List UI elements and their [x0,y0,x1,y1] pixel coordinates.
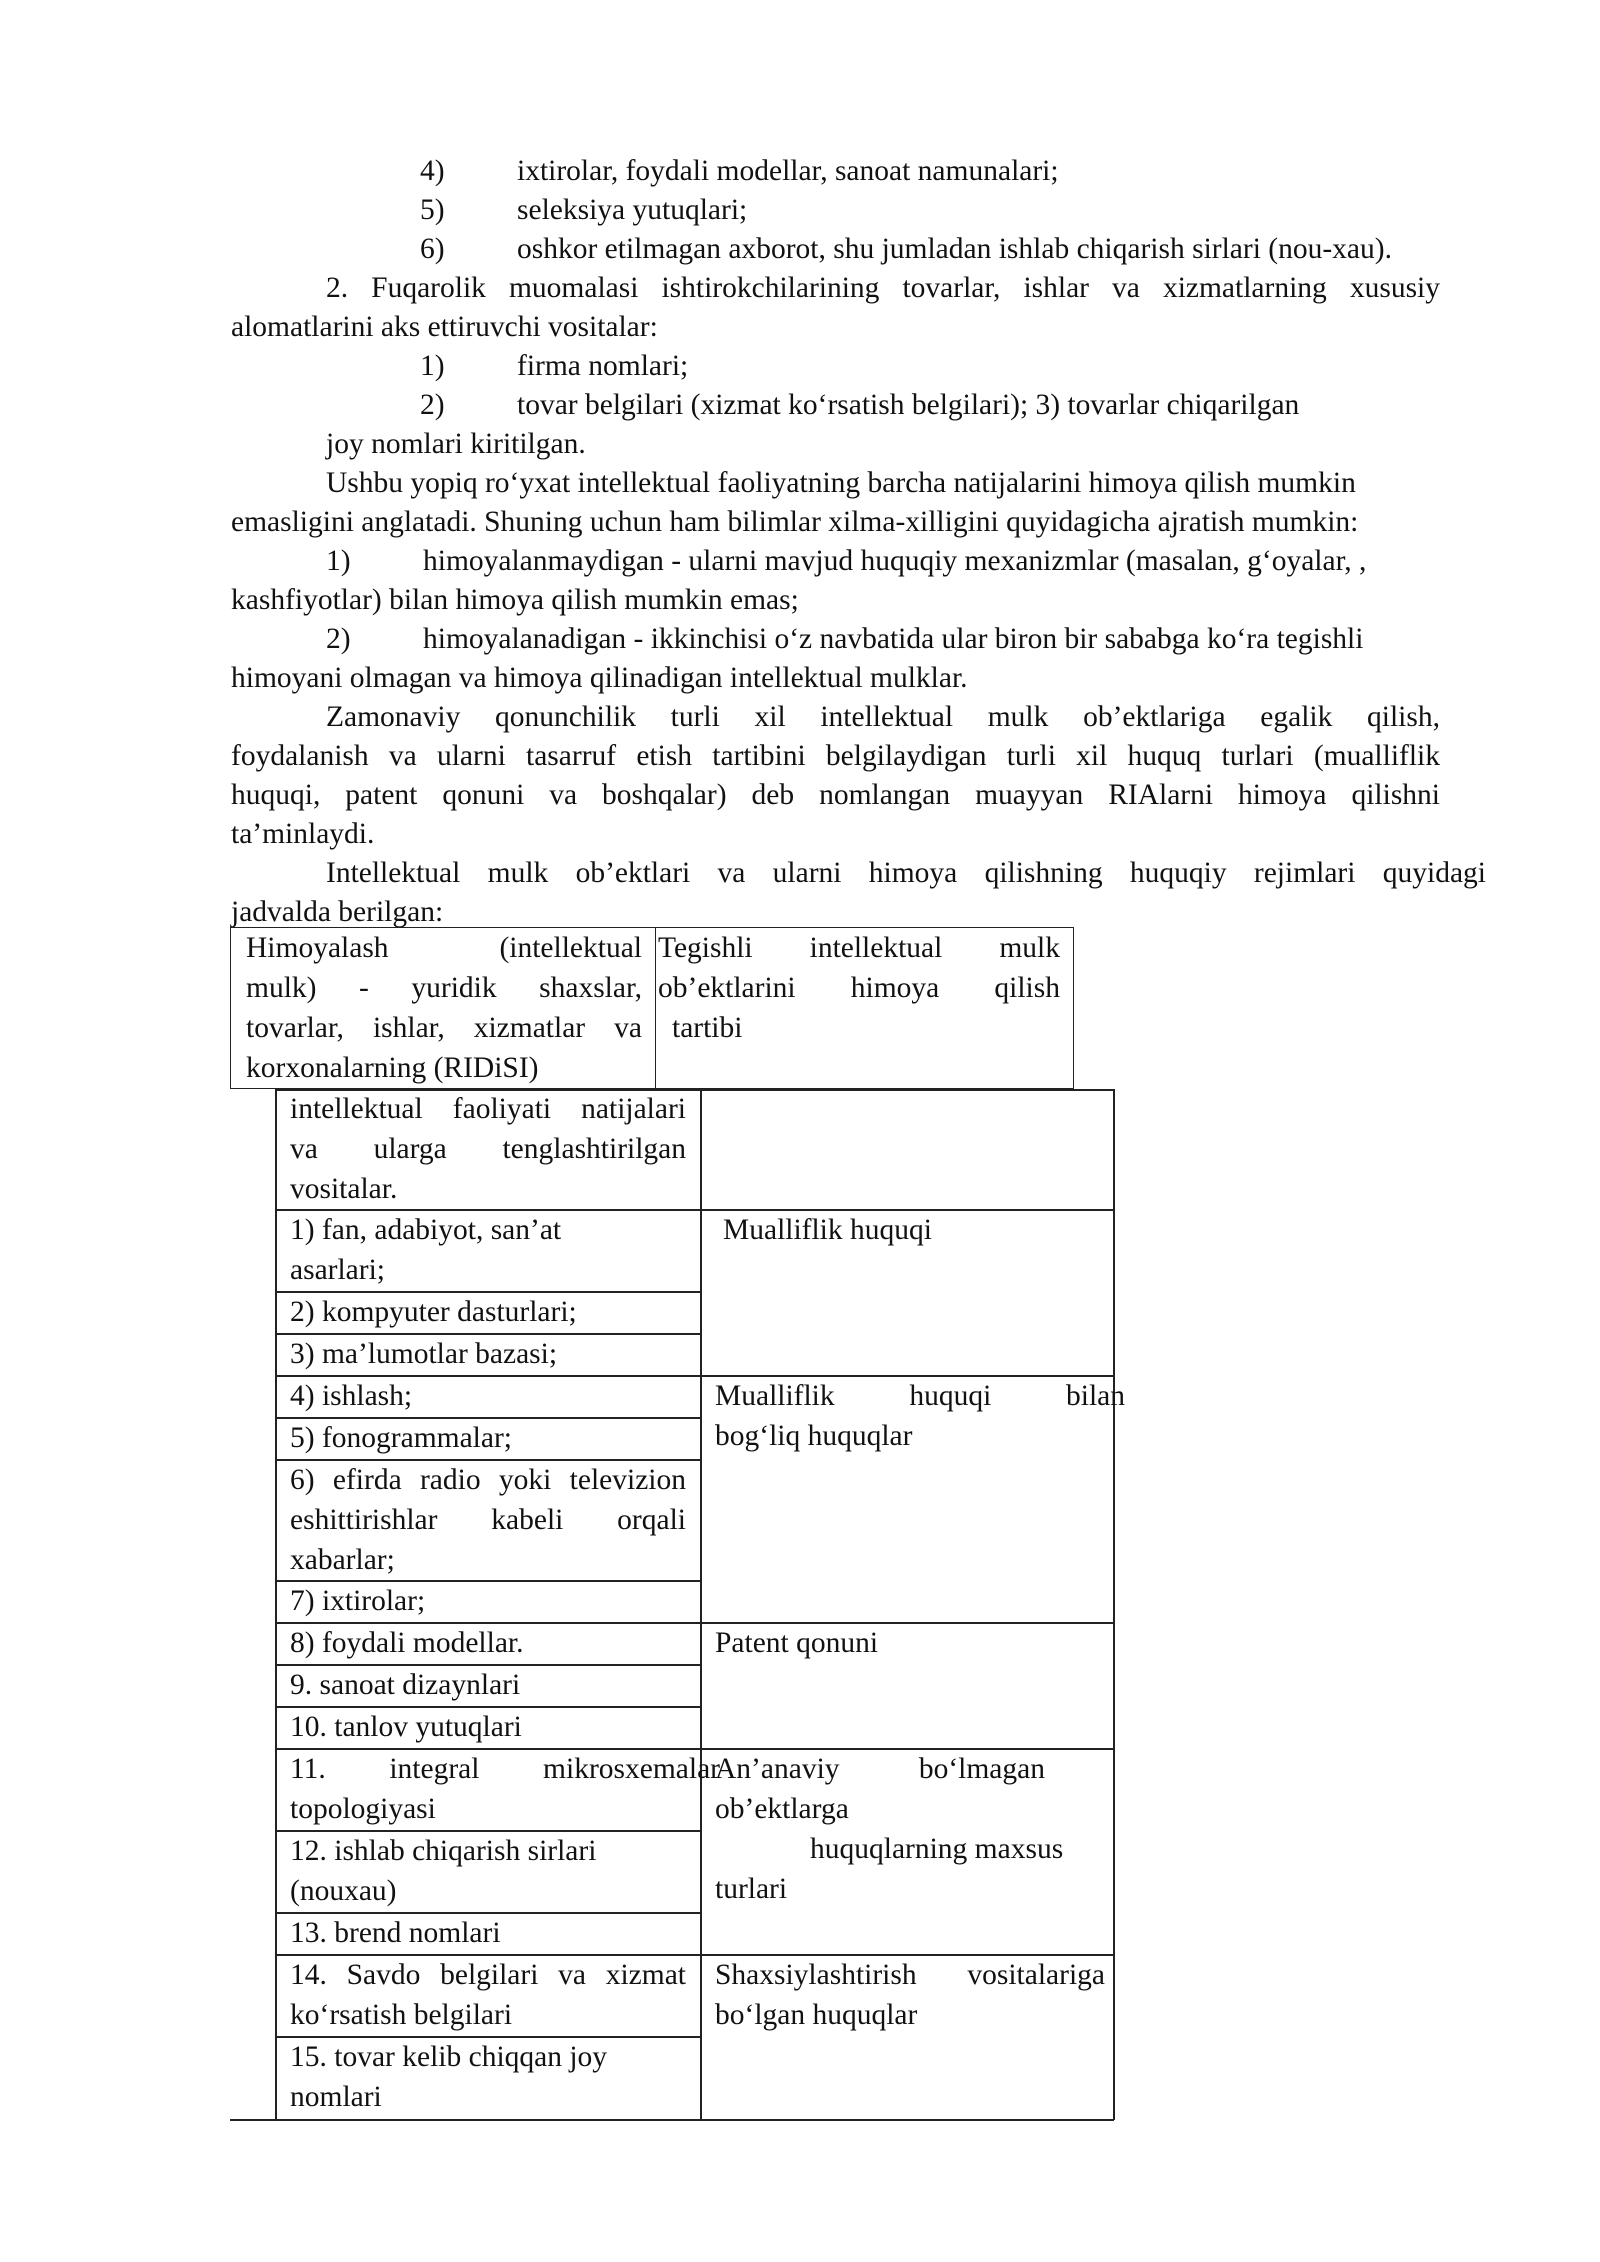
list-text: seleksiya yutuqlari; [517,194,748,226]
table-row: 12. ishlab chiqarish sirlari (nouxau) [290,1835,597,1907]
list-number: 4) [420,155,445,187]
table-row: 4) ishlash; [290,1380,413,1412]
table-cell-intro: intellektual faoliyati natijalari va ularga tenglashtirilgan vositalar. [290,1093,686,1205]
list-text: oshkor etilmagan axborot, shu jumladan ishlab chiqarish sirlari (nou-xau). [517,233,1392,265]
table-row: 13. brend nomlari [290,1917,501,1949]
paragraph-line: alomatlarini aks ettiruvchi vositalar: [231,311,658,343]
table-row: 3) ma’lumotlar bazasi; [290,1338,558,1370]
table-row: 15. tovar kelib chiqqan joy nomlari [290,2041,608,2113]
regime-cell-copyright: Mualliflik huquqi [723,1214,932,1246]
list-item [326,542,1367,580]
table-border [700,1089,702,2120]
paragraph-line: foydalanish va ularni tasarruf etish tartibini belgilaydigan turli xil huquq turlari (mualliflik [231,740,1440,772]
header-right-text: Tegishli intellektual mulk ob’ektlarini himoya qilish tartibi [658,932,1060,1044]
header-left-text: Himoyalash (intellektual mulk) - yuridik shaxslar, tovarlar, ishlar, xizmatlar va korxonalarning (RIDiSI) [246,932,642,1084]
paragraph-line: ta’minlaydi. [231,818,375,850]
table-row: 5) fonogrammalar; [290,1422,512,1454]
paragraph-line: Zamonaviy qonunchilik turli xil intellektual mulk ob’ektlariga egalik qilish, [326,701,1440,733]
paragraph-line: Intellektual mulk ob’ektlari va ularni himoya qilishning huquqiy rejimlari quyidagi [326,857,1486,889]
table-border [230,2119,1114,2121]
list-text: firma nomlari; [517,350,689,382]
paragraph-line: Ushbu yopiq ro‘yxat intellektual faoliyatning barcha natijalarini himoya qilish mumkin [326,467,1356,499]
table-border [1113,1089,1115,2120]
regime-cell-patent: Patent qonuni [715,1627,879,1659]
list-number: 6) [420,233,445,265]
list-text: ixtirolar, foydali modellar, sanoat namunalari; [517,155,1059,187]
list-number: 2) [326,623,351,655]
regime-cell-related-rights: Mualliflik huquqi bilan bog‘liq huquqlar [715,1380,1125,1452]
table-row: 8) foydali modellar. [290,1627,524,1659]
table-row: 1) fan, adabiyot, san’at asarlari; [290,1214,562,1286]
paragraph-line: joy nomlari kiritilgan. [326,428,586,460]
list-number: 2) [420,389,445,421]
table-row: 10. tanlov yutuqlari [290,1711,522,1743]
list-item [420,191,748,229]
list-item [326,620,1364,658]
list-item [420,230,1392,268]
list-item [420,152,1059,190]
table-border [275,1089,277,2120]
paragraph-line: emasligini anglatadi. Shuning uchun ham bilimlar xilma-xilligini quyidagicha ajratish mumkin: [231,506,1359,538]
table-row: 2) kompyuter dasturlari; [290,1296,577,1328]
table-row: 9. sanoat dizaynlari [290,1669,521,1701]
regime-cell-identification: Shaxsiylashtirish vositalariga bo‘lgan huquqlar [715,1959,1105,2031]
paragraph-line: jadvalda berilgan: [231,896,444,928]
list-text: himoyalanmaydigan - ularni mavjud huquqiy mexanizmlar (masalan, g‘oyalar, , [423,545,1367,577]
list-item [420,386,1300,424]
paragraph-line: huquqi, patent qonuni va boshqalar) deb nomlangan muayyan RIAlarni himoya qilishni [231,779,1440,811]
list-text: himoyalanadigan - ikkinchisi o‘z navbatida ular biron bir sababga ko‘ra tegishli [423,623,1364,655]
table-row: 7) ixtirolar; [290,1585,426,1617]
list-text: tovar belgilari (xizmat ko‘rsatish belgilari); 3) tovarlar chiqarilgan [517,389,1300,421]
table-row: 14. Savdo belgilari va xizmat ko‘rsatish belgilari [290,1959,686,2031]
list-number: 5) [420,194,445,226]
paragraph-line: 2. Fuqarolik muomalasi ishtirokchilarining tovarlar, ishlar va xizmatlarning xususiy [326,272,1440,304]
paragraph-line: kashfiyotlar) bilan himoya qilish mumkin emas; [231,584,799,616]
table-row: 6) efirda radio yoki televizion eshittirishlar kabeli orqali xabarlar; [290,1464,686,1576]
table-row: 11. integral mikrosxemalar topologiyasi [290,1753,720,1825]
paragraph-line: himoyani olmagan va himoya qilinadigan intellektual mulklar. [231,662,968,694]
list-number: 1) [326,545,351,577]
list-item [420,347,689,385]
list-number: 1) [420,350,445,382]
regime-cell-non-traditional: An’anaviy bo‘lmagan ob’ektlarga huquqlarning maxsus turlari [715,1753,1064,1905]
